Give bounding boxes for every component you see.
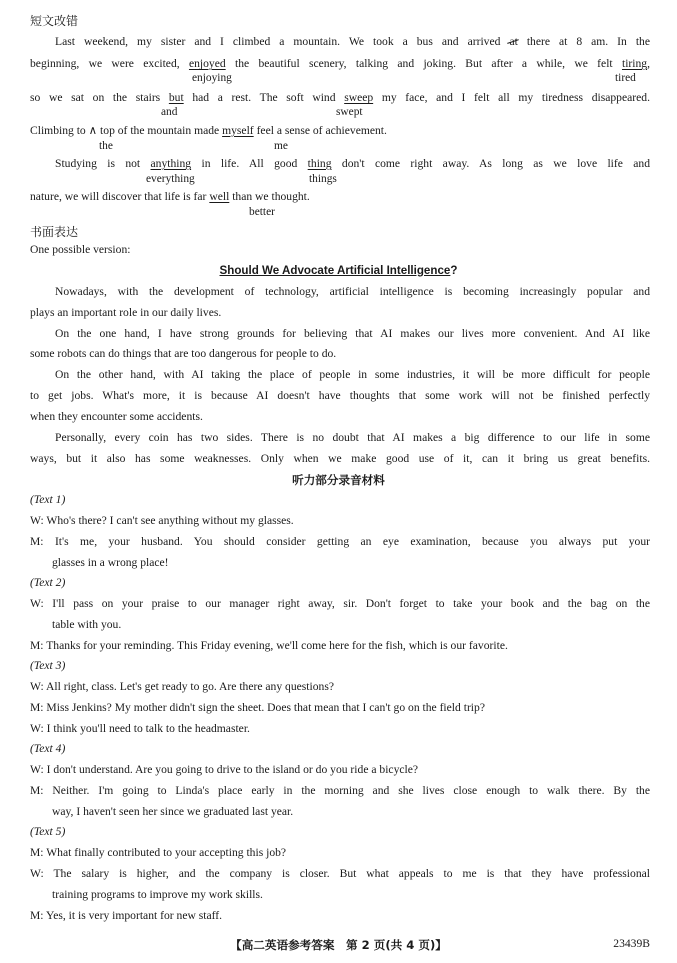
dialogue-line: W: I think you'll need to talk to the headmaster.	[30, 722, 250, 735]
proofreading-heading: 短文改错	[30, 14, 79, 28]
error-word: well	[209, 190, 230, 203]
dialogue-line: W: The salary is higher, and the company is closer. But what appeals to me is that they have professional	[30, 867, 650, 880]
essay-title-text: Should We Advocate Artificial Intelligence	[219, 264, 451, 277]
dialogue-line: W: All right, class. Let's get ready to go. Are there any questions?	[30, 680, 334, 693]
correction: me	[274, 140, 288, 152]
dialogue-line: M: It's me, your husband. You should consider getting an eye examination, because you always put your	[30, 535, 650, 548]
dialogue-line: W: I don't understand. Are you going to drive to the island or do you ride a bicycle?	[30, 763, 419, 776]
essay-line: ways, but it also has some weaknesses. Only when we make good use of it, can it bring us great benefits.	[30, 452, 650, 465]
proofreading-line	[55, 35, 650, 49]
error-word: but	[168, 91, 184, 104]
dialogue-line: M: Neither. I'm going to Linda's place early in the morning and she lives close enough to walk there. By the	[30, 784, 650, 797]
error-word: sweep	[344, 91, 374, 104]
error-word: thing	[307, 157, 332, 170]
text-segment: the beautiful scenery, talking and joking. But after a while, we felt	[235, 57, 613, 70]
text-segment: top of the mountain made	[100, 124, 220, 137]
dialogue-line: M: Yes, it is very important for new staff.	[30, 909, 223, 922]
proofreading-line	[30, 91, 650, 105]
correction: tired	[615, 72, 636, 84]
error-word: enjoyed	[188, 57, 226, 70]
page-footer: 【高二英语参考答案 第 2 页(共 4 页)】	[230, 938, 447, 952]
dialogue-line: training programs to improve my work skills.	[52, 888, 263, 901]
text-label: (Text 4)	[30, 742, 66, 755]
essay-line: some robots can do things that are too dangerous for people to do.	[30, 347, 337, 360]
essay-line: plays an important role in our daily lives.	[30, 306, 222, 319]
dialogue-line: table with you.	[52, 618, 122, 631]
text-segment: had a rest. The soft wind	[192, 91, 336, 104]
proofreading-line	[55, 157, 650, 171]
writing-heading: 书面表达	[30, 225, 79, 239]
text-segment: Studying is not	[55, 157, 141, 170]
text-segment: feel a sense of achievement.	[256, 124, 387, 137]
text-label: (Text 3)	[30, 659, 66, 672]
listening-heading: 听力部分录音材料	[292, 473, 385, 487]
correction: things	[309, 173, 337, 185]
text-segment: Last weekend, my sister and I climbed a mountain. We took a bus and arrived	[55, 35, 501, 48]
text-label: (Text 2)	[30, 576, 66, 589]
text-segment: Climbing to	[30, 124, 86, 137]
insertion-caret: ∧	[88, 124, 98, 137]
correction: swept	[336, 106, 363, 118]
correction: the	[99, 140, 113, 152]
essay-title-mark: ?	[450, 264, 458, 277]
text-label: (Text 1)	[30, 493, 66, 506]
essay-line: Personally, every coin has two sides. There is no doubt that AI makes a big difference to our life in some	[55, 431, 650, 444]
proofreading-line	[30, 57, 650, 71]
deleted-word: at	[509, 35, 518, 48]
essay-title	[0, 264, 677, 277]
essay-line: On the other hand, with AI taking the place of people in some industries, it will be more difficult for people	[55, 368, 650, 381]
error-word: anything	[150, 157, 192, 170]
dialogue-line: M: Thanks for your reminding. This Friday evening, we'll come here for the fish, which is our favorite.	[30, 639, 508, 652]
writing-intro: One possible version:	[30, 243, 131, 256]
proofreading-line	[30, 190, 650, 204]
essay-line: Nowadays, with the development of technology, artificial intelligence is becoming increasingly popular and	[55, 285, 650, 298]
dialogue-line: glasses in a wrong place!	[52, 556, 169, 569]
dialogue-line: W: Who's there? I can't see anything without my glasses.	[30, 514, 294, 527]
essay-line: to get jobs. What's more, it is because AI doesn't have thoughts that some work will not be finished perfectly	[30, 389, 650, 402]
text-segment: so we sat on the stairs	[30, 91, 161, 104]
text-segment: don't come right away. As long as we love life and	[341, 157, 650, 170]
essay-line: when they encounter some accidents.	[30, 410, 203, 423]
text-segment: in life. All good	[201, 157, 298, 170]
proofreading-line	[30, 124, 650, 138]
text-segment: there at 8 am. In the	[526, 35, 650, 48]
dialogue-line: way, I haven't seen her since we graduated last year.	[52, 805, 294, 818]
correction: and	[161, 106, 178, 118]
correction: everything	[146, 173, 195, 185]
text-label: (Text 5)	[30, 825, 66, 838]
text-segment: beginning, we were excited,	[30, 57, 180, 70]
text-segment: ,	[647, 57, 650, 70]
dialogue-line: M: What finally contributed to your accepting this job?	[30, 846, 287, 859]
essay-line: On the one hand, I have strong grounds for believing that AI makes our lives more convenient. And AI like	[55, 327, 650, 340]
dialogue-line: W: I'll pass on your praise to our manager right away, sir. Don't forget to take your book and the bag on the	[30, 597, 650, 610]
correction: better	[249, 206, 275, 218]
error-word: tiring	[621, 57, 648, 70]
correction: enjoying	[192, 72, 232, 84]
dialogue-line: M: Miss Jenkins? My mother didn't sign the sheet. Does that mean that I can't go on the field trip?	[30, 701, 485, 714]
text-segment: than we thought.	[232, 190, 310, 203]
text-segment: my face, and I felt all my tiredness disappeared.	[381, 91, 650, 104]
error-word: myself	[222, 124, 254, 137]
paper-code: 23439B	[613, 937, 650, 950]
text-segment: nature, we will discover that life is far	[30, 190, 207, 203]
